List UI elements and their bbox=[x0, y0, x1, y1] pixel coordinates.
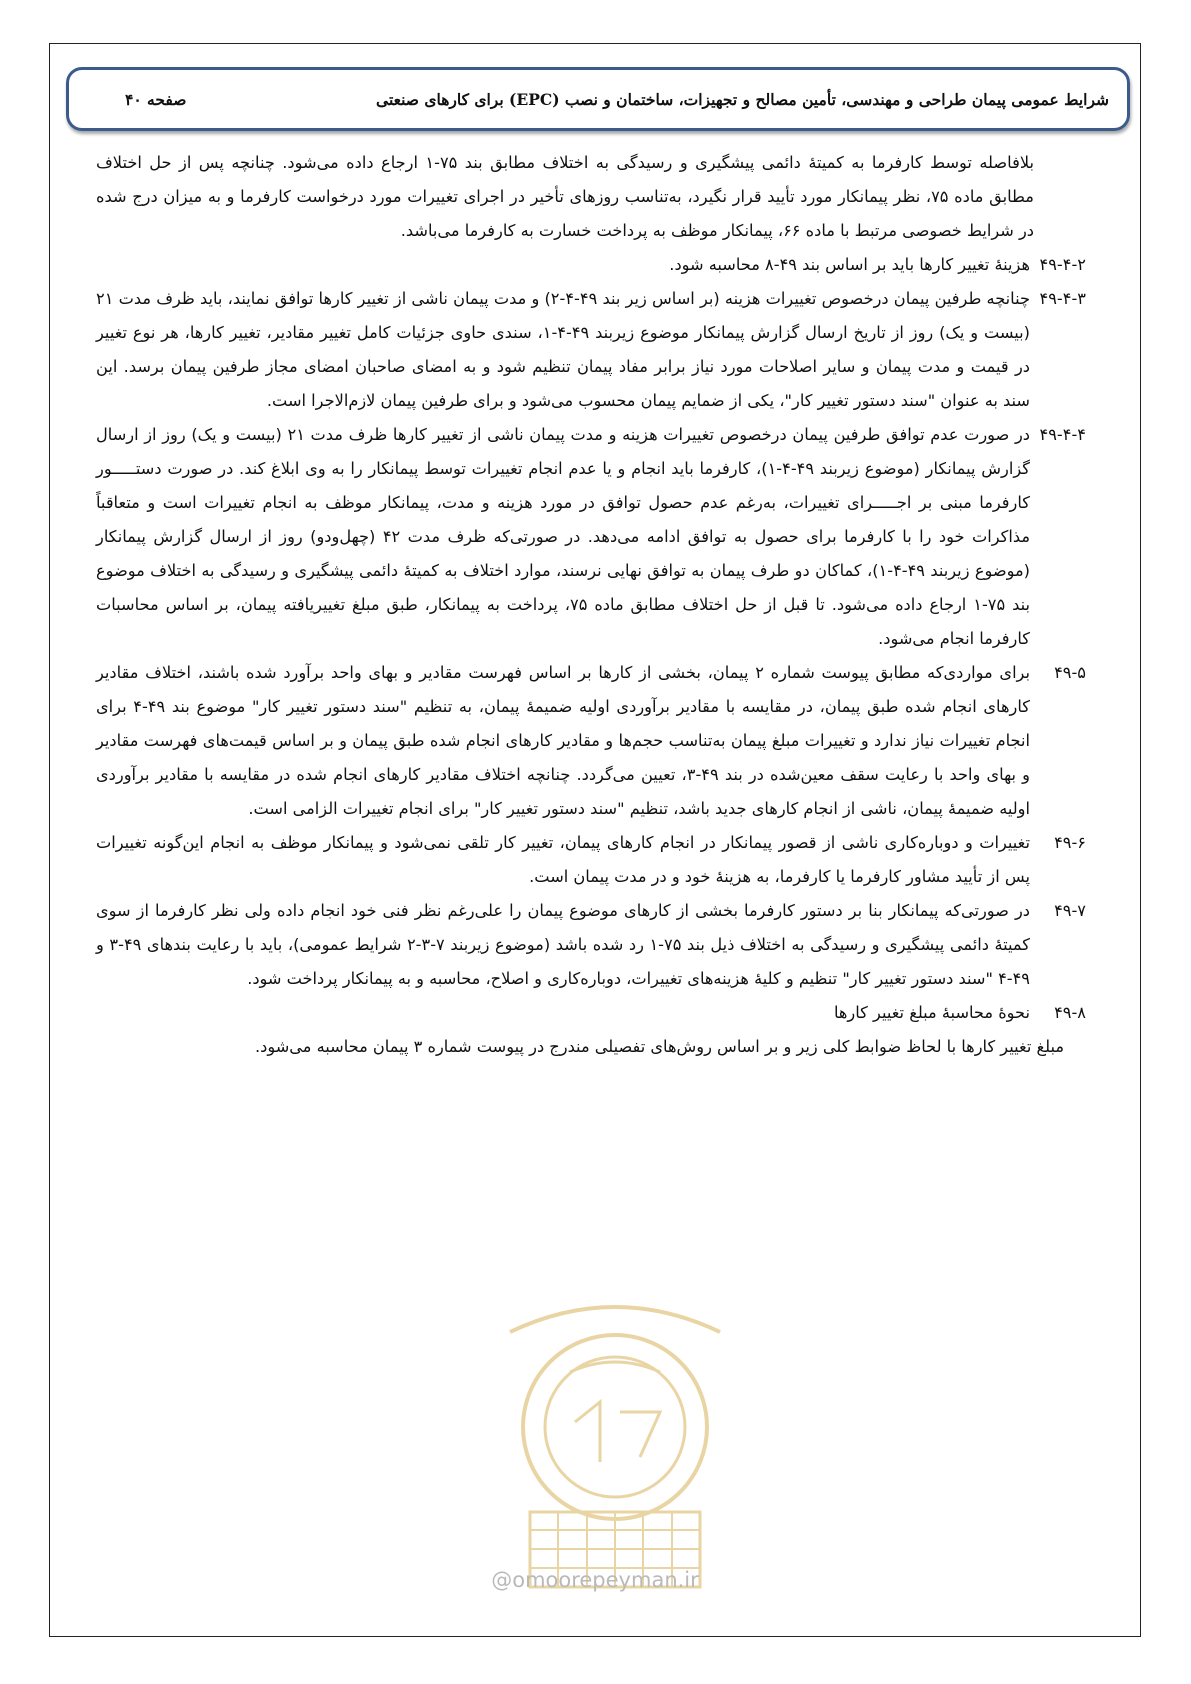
clause-49-8 bbox=[96, 996, 1086, 1030]
clause-number: ۴۹-۴-۴ bbox=[1039, 425, 1086, 444]
clause-number: ۴۹-۵ bbox=[1054, 663, 1086, 682]
clause-49-7 bbox=[96, 894, 1086, 996]
clause-number: ۴۹-۷ bbox=[1054, 901, 1086, 920]
clause-49-5 bbox=[96, 656, 1086, 826]
clause-number: ۴۹-۴-۳ bbox=[1039, 289, 1086, 308]
clause-number: ۴۹-۶ bbox=[1054, 833, 1086, 852]
clause-text: برای مواردی‌که مطابق پیوست شماره ۲ پیمان، بخشی از کارها بر اساس فهرست مقادیر و بهای واحد برآورد شده باشند، اختلاف مقادیر کارهای انجام شده طبق پیمان، در مقایسه با مقادیر برآوردی اولیه ضمیمهٔ پیمان، به تنظیم "سند دستور تغییر کار" موضوع بند ۴۹-۴ برای انجام تغییرات نیاز ندارد و تغییرات مبلغ پیمان به‌تناسب حجم‌ها و مقادیر کارهای انجام شده طبق پیمان و بر اساس قیمت‌های فهرست مقادیر و بهای واحد با رعایت سقف معین‌شده در بند ۴۹-۳، تعیین می‌گردد. چنانچه اختلاف مقادیر کارهای انجام شده در مقایسه با مقادیر برآوردی اولیه ضمیمهٔ پیمان، ناشی از انجام کارهای جدید باشد، تنظیم "سند دستور تغییر کار" برای انجام تغییرات الزامی است. bbox=[96, 663, 1030, 818]
clause-number: ۴۹-۴-۲ bbox=[1039, 255, 1086, 274]
clause-text: در صورتی‌که پیمانکار بنا بر دستور کارفرما بخشی از کارهای موضوع پیمان را علی‌رغم نظر فنی خود انجام داده ولی نظر کارفرما از سوی کمیتهٔ دائمی پیشگیری و رسیدگی به اختلاف ذیل بند ۷۵-۱ رد شده باشد (موضوع زیربند ۷-۳-۲ شرایط عمومی)، باید با رعایت بندهای ۴۹-۳ و ۴۹-۴ "سند دستور تغییر کار" تنظیم و کلیهٔ هزینه‌های تغییرات، دوباره‌کاری و اصلاح، محاسبه و به پیمانکار پرداخت شود. bbox=[96, 901, 1030, 988]
clause-text: تغییرات و دوباره‌کاری ناشی از قصور پیمانکار در انجام کارهای پیمان، تغییر کار تلقی نمی‌شود و پیمانکار موظف به انجام این‌گونه تغییرات پس از تأیید مشاور کارفرما یا کارفرما، به هزینهٔ خود و در مدت پیمان است. bbox=[96, 833, 1030, 886]
clause-number: ۴۹-۸ bbox=[1054, 1003, 1086, 1022]
document-body bbox=[96, 146, 1086, 1064]
clause-text: هزینهٔ تغییر کارها باید بر اساس بند ۴۹-۸ محاسبه شود. bbox=[669, 255, 1030, 274]
clause-text: در صورت عدم توافق طرفین پیمان درخصوص تغییرات هزینه و مدت پیمان ناشی از تغییر کارها ظرف مدت ۲۱ (بیست و یک) روز از ارسال گزارش پیمانکار (موضوع زیربند ۴۹-۴-۱)، کارفرما باید انجام و یا عدم انجام تغییرات توسط پیمانکار را به وی ابلاغ کند. در صورت دستـــــور کارفرما مبنی بر اجـــــرای تغییرات، به‌رغم عدم حصول توافق در مورد هزینه و مدت، پیمانکار موظف به انجام تغییرات است و متعاقباً مذاکرات خود را با کارفرما برای حصول به توافق ادامه می‌دهد. در صورتی‌که ظرف مدت ۴۲ (چهل‌ودو) روز از ارسال گزارش پیمانکار (موضوع زیربند ۴۹-۴-۱)، کماکان دو طرف پیمان به توافق نهایی نرسند، موارد اختلاف به کمیتهٔ دائمی پیشگیری و رسیدگی به اختلاف موضوع بند ۷۵-۱ ارجاع داده می‌شود. تا قبل از حل اختلاف مطابق ماده ۷۵، پرداخت به پیمانکار، طبق مبلغ تغییریافته پیمان، بر اساس محاسبات کارفرما انجام می‌شود. bbox=[96, 425, 1031, 648]
watermark-url: @omoorepeyman.ir bbox=[491, 1568, 699, 1592]
clause-49-4-2 bbox=[96, 248, 1086, 282]
page-number: صفحه ۴۰ bbox=[125, 89, 187, 109]
clause-49-4-4 bbox=[96, 418, 1086, 656]
clause-text: چنانچه طرفین پیمان درخصوص تغییرات هزینه (بر اساس زیر بند ۴۹-۴-۲) و مدت پیمان ناشی از تغییر کارها توافق نمایند، باید ظرف مدت ۲۱ (بیست و یک) روز از تاریخ ارسال گزارش پیمانکار موضوع زیربند ۴۹-۴-۱، سندی حاوی جزئیات کامل تغییر مقادیر، تغییر کارها، هر نوع تغییر در قیمت و مدت پیمان و سایر اصلاحات مورد نیاز برابر مفاد پیمان تنظیم شود و به امضای صاحبان امضای مجاز طرفین پیمان برسد. این سند به عنوان "سند دستور تغییر کار"، یکی از ضمایم پیمان محسوب می‌شود و برای طرفین پیمان لازم‌الاجرا است. bbox=[96, 289, 1030, 410]
clause-49-4-3 bbox=[96, 282, 1086, 418]
clause-49-8-intro: مبلغ تغییر کارها با لحاظ ضوابط کلی زیر و بر اساس روش‌های تفصیلی مندرج در پیوست شماره ۳ پیمان محاسبه می‌شود. bbox=[254, 1037, 1064, 1056]
clause-heading: نحوهٔ محاسبهٔ مبلغ تغییر کارها bbox=[833, 1003, 1030, 1022]
page-header bbox=[66, 67, 1130, 131]
header-title: شرایط عمومی پیمان طراحی و مهندسی، تأمین مصالح و تجهیزات، ساختمان و نصب (EPC) برای کارهای صنعتی bbox=[376, 89, 1109, 109]
continued-paragraph: بلافاصله توسط کارفرما به کمیتهٔ دائمی پیشگیری و رسیدگی به اختلاف مطابق بند ۷۵-۱ ارجاع داده می‌شود. چنانچه پس از حل اختلاف مطابق ماده ۷۵، نظر پیمانکار مورد تأیید قرار نگیرد، به‌تناسب روزهای تأخیر در اجرای تغییرات مورد درخواست کارفرما و به میزان درج شده در شرایط خصوصی مرتبط با ماده ۶۶، پیمانکار موظف به پرداخت خسارت به کارفرما می‌باشد. bbox=[96, 153, 1034, 240]
clause-49-6 bbox=[96, 826, 1086, 894]
watermark-logo bbox=[470, 1262, 760, 1602]
